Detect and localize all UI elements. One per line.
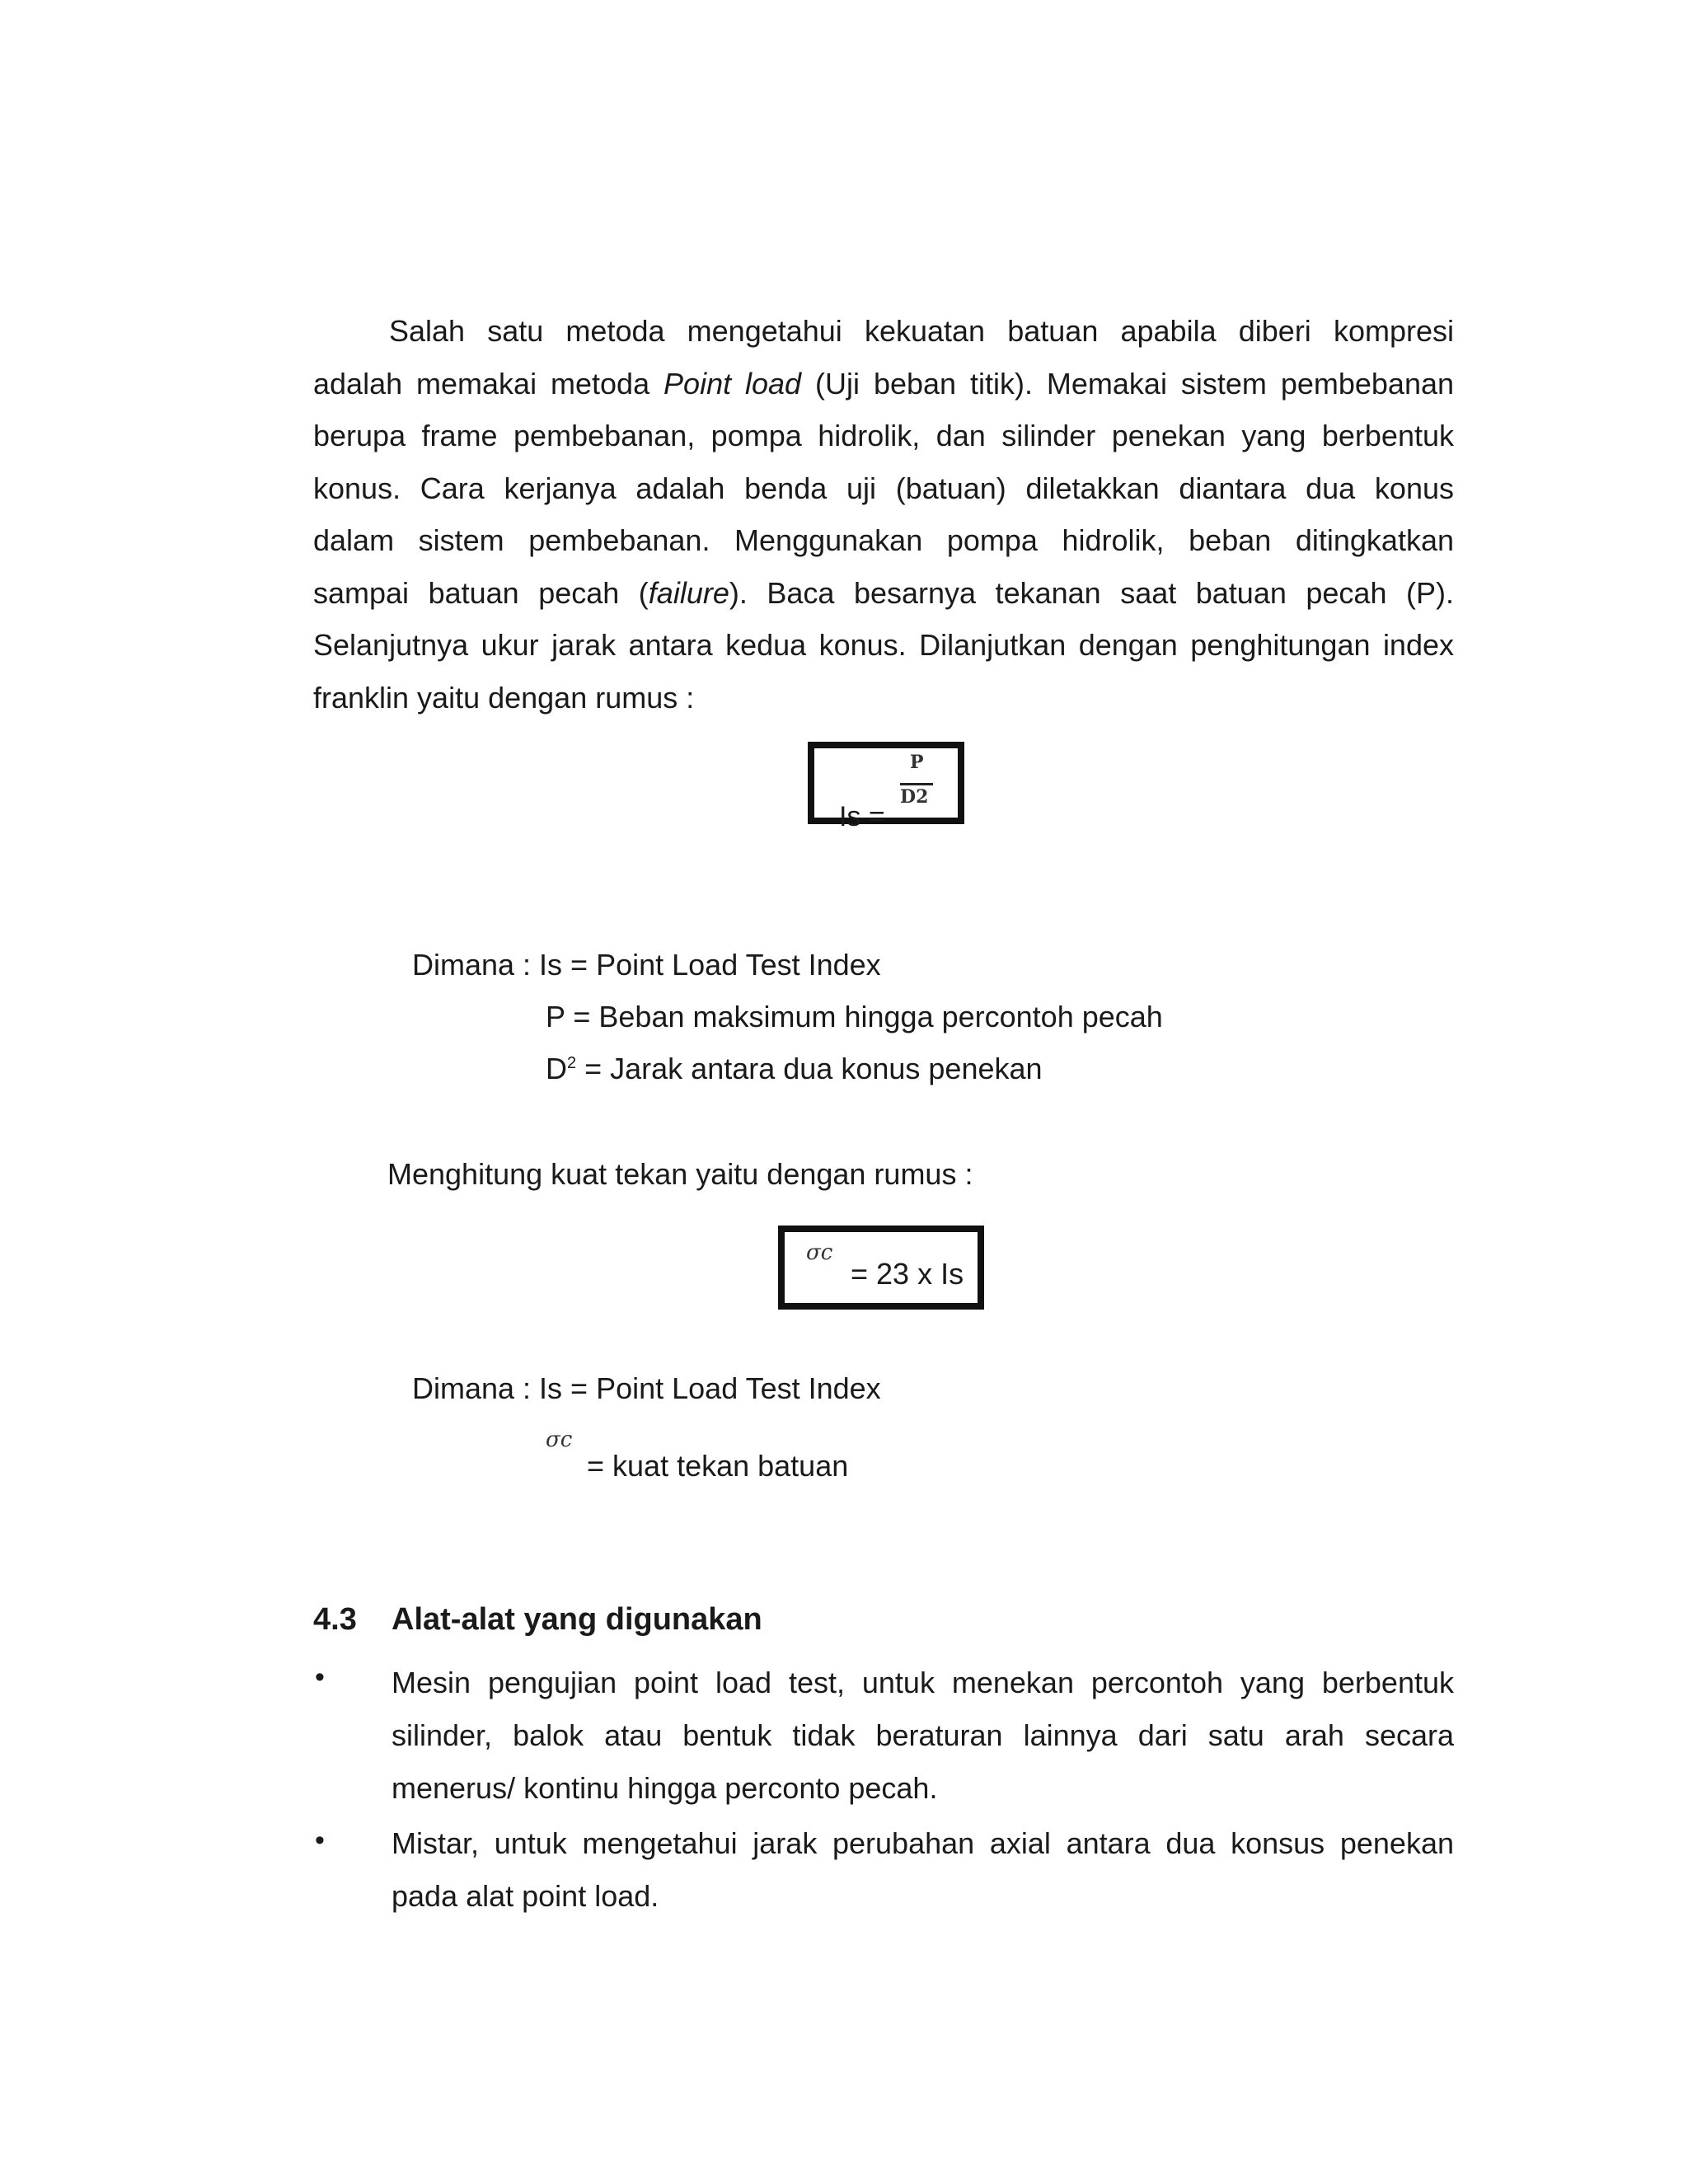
bullet-icon: • (315, 1661, 325, 1693)
definition-is: Dimana : Is = Point Load Test Index (412, 948, 881, 982)
compressive-intro: Menghitung kuat tekan yaitu dengan rumus : (387, 1157, 973, 1191)
bullet-icon: • (315, 1825, 325, 1856)
formula-rhs: = 23 x Is (851, 1257, 964, 1291)
section-title: Alat-alat yang digunakan (392, 1602, 762, 1637)
formula-lhs: Is = (839, 801, 885, 832)
paragraph-line: berupa frame pembebanan, pompa hidrolik, dan silinder penekan yang berbentuk (313, 419, 1454, 452)
fraction-bar (900, 783, 933, 785)
formula-numerator: P (910, 752, 924, 773)
paragraph-line: sampai batuan pecah (failure). Baca besarnya tekanan saat batuan pecah (P). (313, 575, 1454, 610)
paragraph-line: Selanjutnya ukur jarak antara kedua konus. Dilanjutkan dengan penghitungan index (313, 628, 1454, 662)
paragraph-line: dalam sistem pembebanan. Menggunakan pompa hidrolik, beban ditingkatkan (313, 523, 1454, 557)
sigma-c-symbol: σc (806, 1240, 833, 1265)
paragraph-line: franklin yaitu dengan rumus : (313, 680, 695, 715)
paragraph-line: Salah satu metoda mengetahui kekuatan batuan apabila diberi kompresi (389, 314, 1454, 348)
sigma-c-symbol: σc (546, 1427, 573, 1452)
point-load-term: Point load (663, 366, 802, 401)
point-load-index-formula (808, 742, 964, 824)
paragraph-line: adalah memakai metoda Point load (Uji beban titik). Memakai sistem pembebanan (313, 366, 1455, 401)
definition-d: $D^2$ = Jarak antara dua konus penekan (546, 1052, 1043, 1085)
intro-paragraph (313, 305, 1454, 724)
formula-denominator: D2 (900, 786, 929, 808)
definition-p: P = Beban maksimum hingga percontoh pecah (546, 1000, 1163, 1033)
list-item: Mistar, untuk mengetahui jarak perubahan axial antara dua konsus penekan pada alat point load. (392, 1826, 1454, 1913)
list-item: Mesin pengujian point load test, untuk menekan percontoh yang berbentuk silinder, balok atau bentuk tidak beraturan lainnya dari satu arah secara menerus/ kontinu hingga perconto pecah. (392, 1666, 1454, 1805)
section-number: 4.3 (313, 1602, 357, 1637)
failure-term: failure (648, 575, 729, 610)
definition-sigma: = kuat tekan batuan (587, 1449, 849, 1483)
compressive-strength-formula (778, 1226, 984, 1310)
definition-is-2: Dimana : Is = Point Load Test Index (412, 1371, 881, 1405)
paragraph-line: konus. Cara kerjanya adalah benda uji (batuan) diletakkan diantara dua konus (313, 471, 1454, 505)
